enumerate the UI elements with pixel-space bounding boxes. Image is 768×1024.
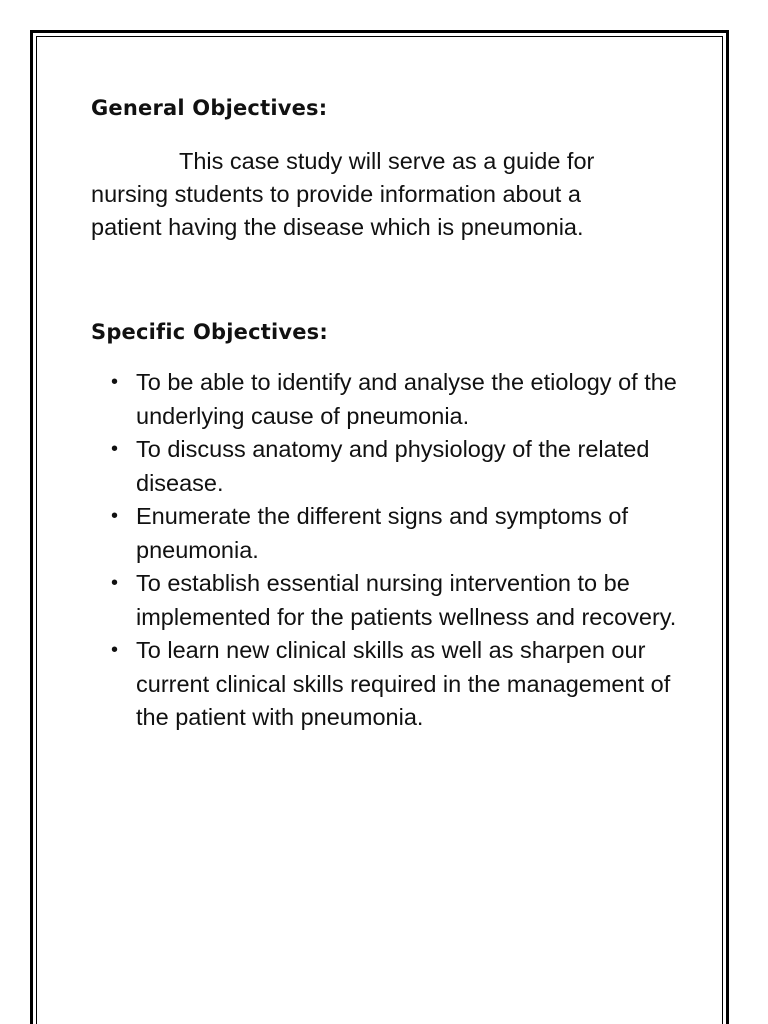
bullet-icon: • [111, 371, 119, 393]
bullet-icon: • [111, 505, 119, 527]
specific-objectives-list [91, 366, 691, 735]
bullet-icon: • [111, 639, 119, 661]
objective-text: Enumerate the different signs and symptoms of pneumonia. [136, 503, 629, 563]
specific-objectives-heading: Specific Objectives: [91, 320, 328, 344]
objective-item [91, 366, 686, 433]
bullet-icon: • [111, 438, 119, 460]
objective-item [91, 433, 686, 500]
general-objectives-heading: General Objectives: [91, 96, 328, 120]
objective-item [91, 567, 686, 634]
objective-item [91, 634, 686, 735]
objective-text: To learn new clinical skills as well as sharpen our current clinical skills required in the management of the patient with pneumonia. [136, 637, 671, 730]
general-objectives-text: This case study will serve as a guide for nursing students to provide information about a patient having the disease which is pneumonia. [91, 148, 595, 240]
objective-text: To discuss anatomy and physiology of the related disease. [136, 436, 650, 496]
objective-text: To establish essential nursing intervention to be implemented for the patients wellness and recovery. [136, 570, 677, 630]
objective-item [91, 500, 686, 567]
bullet-icon: • [111, 572, 119, 594]
page-content [91, 93, 691, 735]
objective-text: To be able to identify and analyse the etiology of the underlying cause of pneumonia. [136, 369, 677, 429]
